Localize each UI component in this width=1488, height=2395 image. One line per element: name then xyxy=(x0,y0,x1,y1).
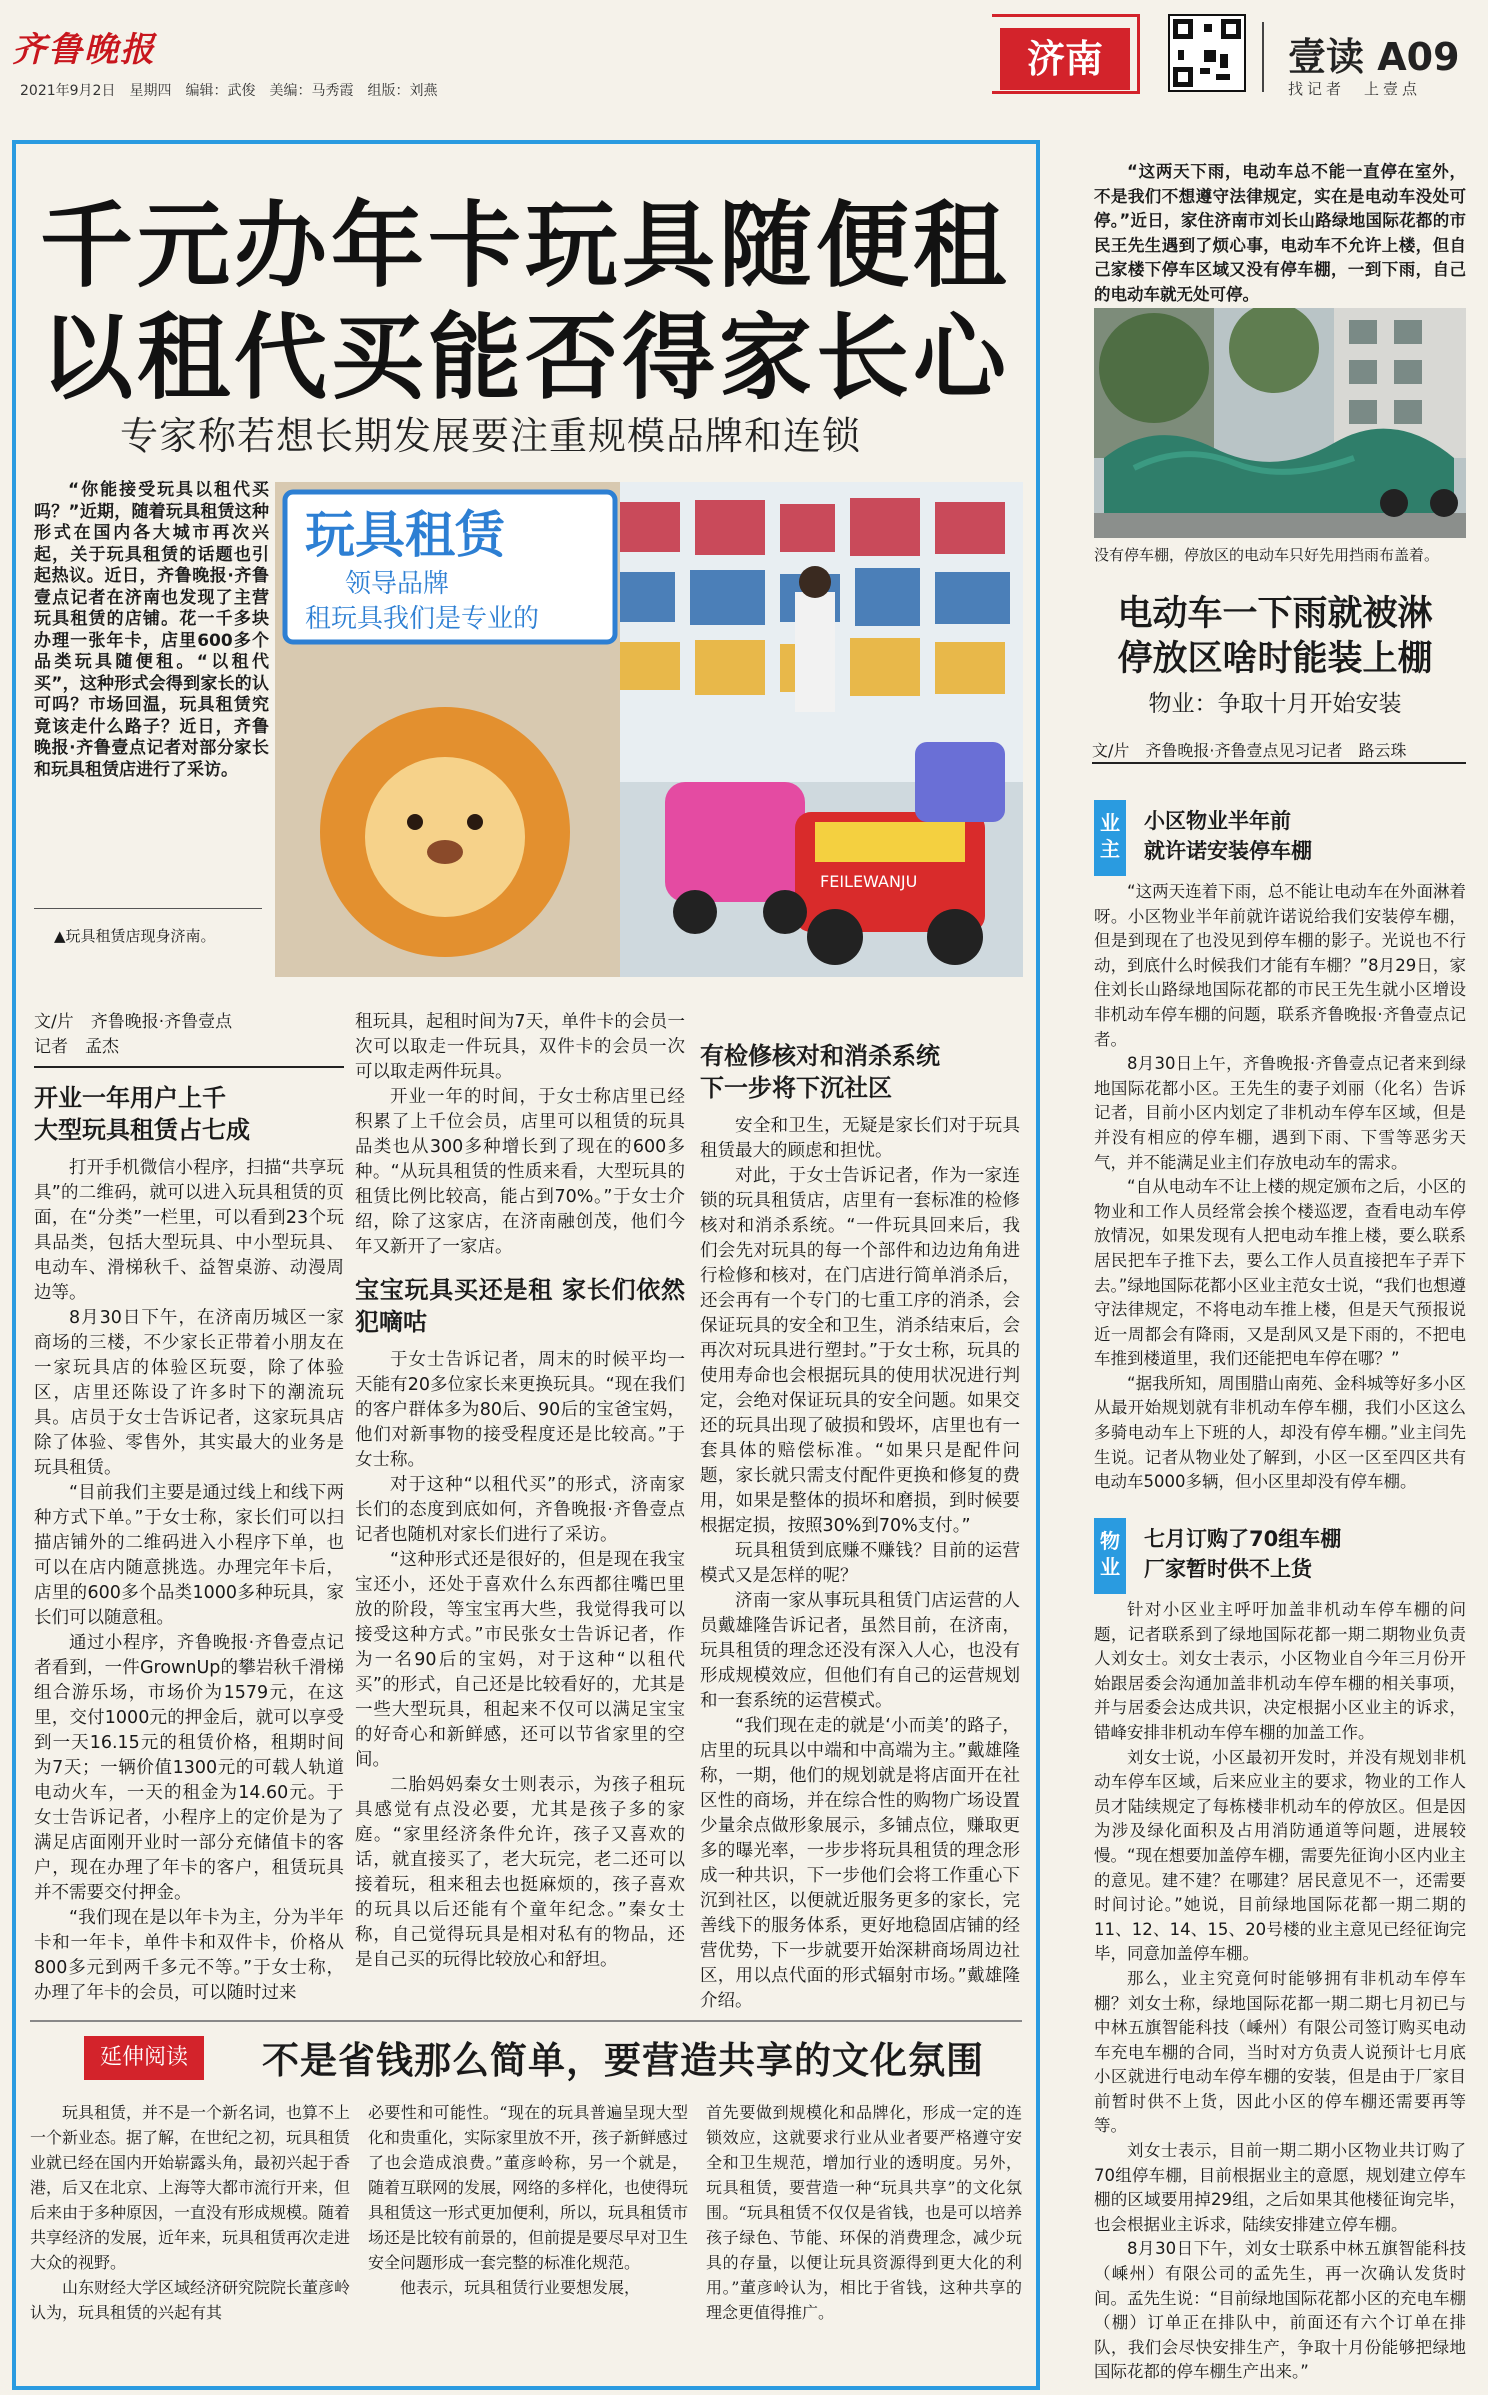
property-tag: 物业 xyxy=(1094,1518,1126,1594)
paragraph: 8月30日下午，在济南历城区一家商场的三楼，不少家长正带着小朋友在一家玩具店的体验区玩耍，除了体验区，店里还陈设了许多时下的潮流玩具。店员于女士告诉记者，这家玩具店除了体验、零售外，其实最大的业务是玩具租赁。 xyxy=(34,1308,344,1478)
paragraph: 租玩具，起租时间为7天，单件卡的会员一次可以取走一件玩具，双件卡的会员一次可以取走两件玩具。 xyxy=(355,1012,685,1082)
photo-sign-slogan: 租玩具我们是专业的 xyxy=(305,604,540,634)
newspaper-logo: 齐鲁晚报 xyxy=(12,30,156,70)
extended-column-2 xyxy=(368,2100,688,2300)
paragraph: 安全和卫生，无疑是家长们对于玩具租赁最大的顾虑和担忧。 xyxy=(700,1116,1020,1161)
side-section-1 xyxy=(1094,880,1466,1495)
paragraph: 刘女士表示，目前一期二期小区物业共订购了70组停车棚，目前根据业主的意愿，规划建立停车棚的区域要用掉29组，之后如果其他楼征询完毕，也会根据业主诉求，陆续安排建立停车棚。 xyxy=(1094,2141,1466,2234)
paragraph: 必要性和可能性。“现在的玩具普遍呈现大型化和贵重化，实际家里放不开，孩子新鲜感过了也会造成浪费。”董彦岭称，另一个就是，随着互联网的发展，网络的多样化，也使得玩具租赁这一形式更加便利，所以，玩具租赁市场还是比较有前景的，但前提是要尽早对卫生安全问题形成一套完整的标准化规范。 xyxy=(368,2103,689,2272)
extended-column-1 xyxy=(30,2100,350,2325)
page-title: 壹读 A09 xyxy=(1288,35,1460,79)
dateline: 2021年9月2日 星期四 编辑：武俊 美编：马秀霞 组版：刘燕 xyxy=(20,83,438,99)
side-lead xyxy=(1094,160,1466,308)
photo-sign-sub: 领导品牌 xyxy=(345,569,450,599)
paragraph: 通过小程序，齐鲁晚报·齐鲁壹点记者看到，一件GrownUp的攀岩秋千滑梯组合游乐场，市场价为1579元，在这里，交付1000元的押金后，就可以享受到一天16.15元的租赁价格，租期时间为7天；一辆价值1300元的可载人轨道电动火车，一天的租金为14.60元。于女士告诉记者，小程序上的定价是为了满足店面刚开业时一部分充储值卡的客户，现在办理了年卡的客户，租赁玩具并不需要交付押金。 xyxy=(34,1633,344,1903)
side-section-title-1: 小区物业半年前 就许诺安装停车棚 xyxy=(1144,809,1312,863)
side-headline-line-1: 电动车一下雨就被淋 xyxy=(1117,594,1433,634)
paragraph: 8月30日下午，刘女士联系中林五旗智能科技（嵊州）有限公司的孟先生，再一次确认发货时间。孟先生说：“目前绿地国际花都小区的充电车棚（棚）订单正在排队中，前面还有六个订单在排队，我们会尽快安排生产，争取十月份能够把绿地国际花都的停车棚生产出来。” xyxy=(1094,2239,1466,2382)
headline-line-1: 千元办年卡玩具随便租 xyxy=(40,192,1010,300)
extended-reading-tag: 延伸阅读 xyxy=(84,2036,204,2080)
paragraph: “自从电动车不让上楼的规定颁布之后，小区的物业和工作人员经常会挨个楼巡逻，查看电动车停放情况，如果发现有人把电动车推上楼，要么联系居民把车子推下去，要么工作人员直接把车子弄下去。”绿地国际花都小区业主范女士说，“我们也想遵守法律规定，不将电动车推上楼，但是天气预报说近一周都会有降雨，又是刮风又是下雨的，不把电车推到楼道里，我们还能把电车停在哪？” xyxy=(1094,1177,1466,1369)
article-column-3 xyxy=(700,1034,1020,2014)
paragraph: 8月30日上午，齐鲁晚报·齐鲁壹点记者来到绿地国际花都小区。王先生的妻子刘丽（化名）告诉记者，目前小区内划定了非机动车停车区域，但是并没有相应的停车棚，遇到下雨、下雪等恶劣天气，并不能满足业主们存放电动车的需求。 xyxy=(1094,1054,1466,1172)
paragraph: “这两天连着下雨，总不能让电动车在外面淋着呀。小区物业半年前就许诺说给我们安装停车棚，但是到现在了也没见到停车棚的影子。光说也不行动，到底什么时候我们才能有车棚？”8月29日，家住刘长山路绿地国际花都的市民王先生就小区增设非机动车停车棚的问题，联系齐鲁晚报·齐鲁壹点记者。 xyxy=(1094,882,1466,1049)
extended-rule xyxy=(30,2020,1022,2022)
intro-paragraph xyxy=(34,480,269,781)
paragraph: 针对小区业主呼吁加盖非机动车停车棚的问题，记者联系到了绿地国际花都一期二期物业负责人刘女士。刘女士表示，小区物业自今年三月份开始跟居委会沟通加盖非机动车停车棚的相关事项，并与居委会达成共识，决定根据小区业主的诉求，错峰安排非机动车停车棚的加盖工作。 xyxy=(1094,1600,1466,1742)
byline-rule xyxy=(34,1066,344,1068)
owner-tag: 业主 xyxy=(1094,800,1126,876)
headline-line-2: 以租代买能否得家长心 xyxy=(40,304,1010,412)
page-slogan: 找记者 上壹点 xyxy=(1288,80,1422,98)
article-column-2 xyxy=(355,1010,685,1973)
qr-code-icon xyxy=(1168,14,1246,92)
toy-store-photo xyxy=(275,482,1023,977)
paragraph: 首先要做到规模化和品牌化，形成一定的连锁效应，这就要求行业从业者要严格遵守安全和卫生规范，增加行业的透明度。另外，玩具租赁，要营造一种“玩具共享”的文化氛围。“玩具租赁不仅仅是省钱，也是可以培养孩子绿色、节能、环保的消费理念，减少玩具的存量，以便让玩具资源得到更大化的利用。”董彦岭认为，相比于省钱，这种共享的理念更值得推广。 xyxy=(706,2103,1022,2322)
paragraph: “我们现在是以年卡为主，分为半年卡和一年卡，单件卡和双件卡，价格从800多元到两千多元不等。”于女士称，办理了年卡的会员，可以随时过来 xyxy=(34,1908,344,2003)
article-column-1 xyxy=(34,1010,344,2006)
intro-text: “你能接受玩具以租代买吗？”近期，随着玩具租赁这种形式在国内各大城市再次兴起，关于玩具租赁的话题也引起热议。近日，齐鲁晚报·齐鲁壹点记者在济南也发现了主营玩具租赁的店铺。花一千多块办理一张年卡，店里600多个品类玩具随便租。“以租代买”，这种形式会得到家长的认可吗？市场回温，玩具租赁究竟该走什么路子？近日，齐鲁晚报·齐鲁壹点记者对部分家长和玩具租赁店进行了采访。 xyxy=(34,480,269,780)
paragraph: “这种形式还是很好的，但是现在我宝宝还小，还处于喜欢什么东西都往嘴巴里放的阶段，等宝宝再大些，我觉得我可以接受这种方式。”市民张女士告诉记者，作为一名90后的宝妈，对于这种“以租代买”的形式，自己还是比较看好的，尤其是一些大型玩具，租起来不仅可以满足宝宝的好奇心和新鲜感，还可以节省家里的空间。 xyxy=(355,1550,685,1770)
section-tab: 济南 xyxy=(1000,28,1130,90)
paragraph: 开业一年的时间，于女士称店里已经积累了上千位会员，店里可以租赁的玩具品类也从300多种增长到了现在的600多种。“从玩具租赁的性质来看，大型玩具的租赁比例比较高，能占到70%。”于女士介绍，除了这家店，在济南融创茂，他们今年又新开了一家店。 xyxy=(355,1087,685,1257)
toy-store-illustration xyxy=(275,482,1023,977)
paragraph: 济南一家从事玩具租赁门店运营的人员戴雄隆告诉记者，虽然目前，在济南，玩具租赁的理念还没有深入人心，也没有形成规模效应，但他们有自己的运营规划和一套系统的运营模式。 xyxy=(700,1591,1020,1711)
paragraph: “据我所知，周围腊山南苑、金科城等好多小区从最开始规划就有非机动车停车棚，我们小区这么多骑电动车上下班的人，却没有停车棚。”业主闫先生说。记者从物业处了解到，小区一区至四区共有电动车5000多辆，但小区里却没有停车棚。 xyxy=(1094,1373,1466,1492)
side-byline: 文/片 齐鲁晚报·齐鲁壹点见习记者 路云珠 xyxy=(1092,741,1407,760)
article-byline: 文/片 齐鲁晚报·齐鲁壹点 记者 孟杰 xyxy=(34,1012,233,1057)
side-headline-line-2: 停放区啥时能装上棚 xyxy=(1117,639,1433,679)
caption-rule xyxy=(34,908,262,909)
paragraph: 对于这种“以租代买”的形式，济南家长们的态度到底如何，齐鲁晚报·齐鲁壹点记者也随机对家长们进行了采访。 xyxy=(355,1475,685,1545)
main-headline xyxy=(40,190,1030,414)
side-lead-text: “这两天下雨，电动车总不能一直停在室外，不是我们不想遵守法律规定，实在是电动车没处可停。”近日，家住济南市刘长山路绿地国际花都的市民王先生遇到了烦心事，电动车不允许上楼，但自己家楼下停车区域又没有停车棚，一到下雨，自己的电动车就无处可停。 xyxy=(1094,162,1466,304)
extended-column-3 xyxy=(706,2100,1022,2325)
side-byline-rule xyxy=(1092,762,1466,764)
main-subhead: 专家称若想长期发展要注重规模品牌和连锁 xyxy=(120,414,862,458)
side-subhead: 物业：争取十月开始安装 xyxy=(1148,691,1402,717)
paragraph: “目前我们主要是通过线上和线下两种方式下单。”于女士称，家长们可以扫描店铺外的二维码进入小程序下单，也可以在店内随意挑选。办理完年卡后，店里的600多个品类1000多种玩具，家长们可以随意租。 xyxy=(34,1483,344,1628)
paragraph: 对此，于女士告诉记者，作为一家连锁的玩具租赁店，店里有一套标准的检修核对和消杀系统。“一件玩具回来后，我们会先对玩具的每一个部件和边边角角进行检修和核对，在门店进行简单消杀后，还会再有一个专门的七重工序的消杀，会保证玩具的安全和卫生，消杀结束后，会再次对玩具进行塑封。”于女士称，玩具的使用寿命也会根据玩具的使用状况进行判定，会绝对保证玩具的安全问题。如果交还的玩具出现了破损和毁坏，店里也有一套具体的赔偿标准。“如果只是配件问题，家长就只需支付配件更换和修复的费用，如果是整体的损坏和磨损，到时候要根据定损，按照30%到70%支付。” xyxy=(700,1166,1020,1536)
parking-illustration xyxy=(1094,308,1466,538)
divider xyxy=(1262,22,1264,92)
side-headline xyxy=(1080,592,1470,682)
paragraph: 于女士告诉记者，周末的时候平均一天能有20多位家长来更换玩具。“现在我们的客户群体多为80后、90后的宝爸宝妈，他们对新事物的接受程度还是比较高。”于女士称。 xyxy=(355,1350,685,1470)
paragraph: 他表示，玩具租赁行业要想发展， xyxy=(400,2278,641,2297)
section-heading-2: 宝宝玩具买还是租 家长们依然犯嘀咕 xyxy=(355,1276,685,1336)
paragraph: 山东财经大学区域经济研究院院长董彦岭认为，玩具租赁的兴起有其 xyxy=(30,2278,351,2322)
masthead xyxy=(0,0,1488,98)
paragraph: 玩具租赁，并不是一个新名词，也算不上一个新业态。据了解，在世纪之初，玩具租赁业就已经在国内开始崭露头角，最初兴起于香港，后又在北京、上海等大都市流行开来，但后来由于多种原因，一直没有形成规模。随着共享经济的发展，近年来，玩具租赁再次走进大众的视野。 xyxy=(30,2103,351,2272)
paragraph: 玩具租赁到底赚不赚钱？目前的运营模式又是怎样的呢？ xyxy=(700,1541,1020,1586)
paragraph: 二胎妈妈秦女士则表示，为孩子租玩具感觉有点没必要，尤其是孩子多的家庭。“家里经济条件允许，孩子又喜欢的话，就直接买了，老大玩完，老二还可以接着玩，租来租去也挺麻烦的，孩子喜欢的玩具以后还能有个童年纪念。”秦女士称，自己觉得玩具是相对私有的物品，还是自己买的玩得比较放心和舒坦。 xyxy=(355,1775,685,1970)
side-section-2 xyxy=(1094,1598,1466,2385)
paragraph: 那么，业主究竟何时能够拥有非机动车停车棚？刘女士称，绿地国际花都一期二期七月初已与中林五旗智能科技（嵊州）有限公司签订购买电动车充电车棚的合同，当时对方负责人说预计七月底小区就进行电动车停车棚的安装，但是由于厂家目前暂时供不上货，因此小区的停车棚还需要再等等。 xyxy=(1094,1968,1466,2136)
section-heading-1: 开业一年用户上千 大型玩具租赁占七成 xyxy=(34,1084,250,1144)
section-heading-3: 有检修核对和消杀系统 下一步将下沉社区 xyxy=(700,1042,940,1102)
parking-photo-caption: 没有停车棚，停放区的电动车只好先用挡雨布盖着。 xyxy=(1094,546,1440,564)
extended-reading-title: 不是省钱那么简单，要营造共享的文化氛围 xyxy=(262,2039,984,2082)
paragraph: 刘女士说，小区最初开发时，并没有规划非机动车停车区域，后来应业主的要求，物业的工作人员才陆续规定了每栋楼非机动车的停放区。但是因为涉及绿化面积及占用消防通道等问题，进展较慢。“现在想要加盖停车棚，需要先征询小区内业主的意见。建不建？在哪建？居民意见不一，还需要时间讨论。”她说，目前绿地国际花都一期二期的11、12、14、15、20号楼的业主意见已经征询完毕，同意加盖停车棚。 xyxy=(1094,1747,1466,1964)
photo-sign-title: 玩具租赁 xyxy=(305,506,505,564)
paragraph: “我们现在走的就是‘小而美’的路子，店里的玩具以中端和中高端为主。”戴雄隆称，一期，他们的规划就是将店面开在社区性的商场，并在综合性的购物广场设置少量余点做形象展示，多铺点位，赚取更多的曝光率，一步步将玩具租赁的理念形成一种共识，下一步他们会将工作重心下沉到社区，以便就近服务更多的家长，完善线下的服务体系，更好地稳固店铺的经营优势，下一步就要开始深耕商场周边社区，用以点代面的形式辐射市场。”戴雄隆介绍。 xyxy=(700,1716,1020,2011)
parking-photo xyxy=(1094,308,1466,538)
photo-car-brand: FEILEWANJU xyxy=(820,872,918,891)
side-section-title-2: 七月订购了70组车棚 厂家暂时供不上货 xyxy=(1144,1527,1342,1581)
paragraph: 打开手机微信小程序，扫描“共享玩具”的二维码，就可以进入玩具租赁的页面，在“分类”一栏里，可以看到23个玩具品类，包括大型玩具、中小型玩具、电动车、滑梯秋千、益智桌游、动漫周边等。 xyxy=(34,1158,344,1303)
photo-caption: ▲玩具租赁店现身济南。 xyxy=(54,927,216,945)
